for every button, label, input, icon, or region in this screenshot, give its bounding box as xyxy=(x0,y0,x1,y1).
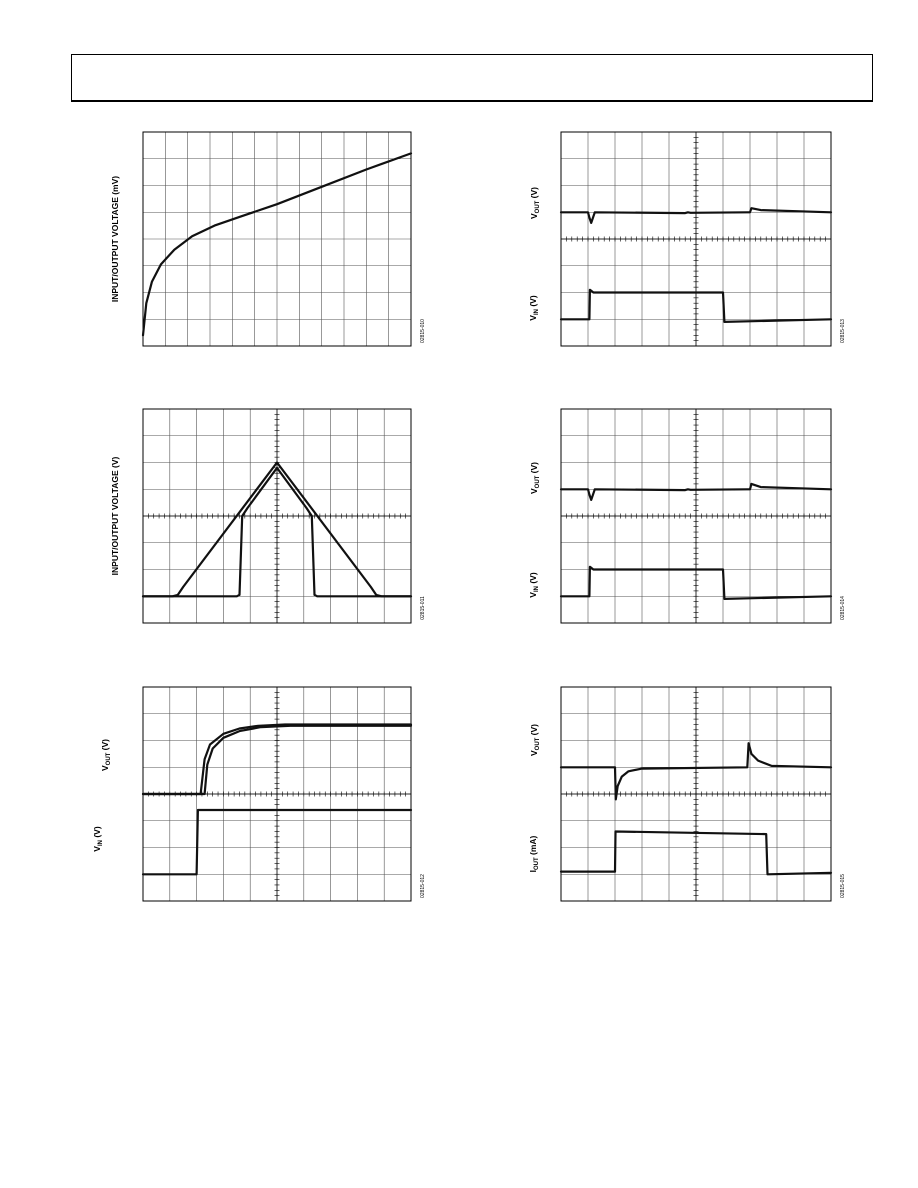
y-axis-label-main: V xyxy=(529,750,539,757)
y-axis-label-subscript: IN xyxy=(98,840,104,847)
y-axis-label-main: I xyxy=(528,870,538,873)
y-axis-label-subscript: OUT xyxy=(106,752,112,766)
y-axis-label-main: V xyxy=(92,846,102,852)
y-axis-label-unit: (V) xyxy=(92,826,102,841)
y-axis-label-subscript: IN xyxy=(534,309,540,316)
y-axis-label xyxy=(528,835,540,872)
y-axis-label-unit: (V) xyxy=(528,572,538,587)
y-axis-label-unit: (V) xyxy=(529,461,539,476)
y-axis-label-unit: (V) xyxy=(529,723,539,738)
y-axis-label-subscript: OUT xyxy=(535,475,541,489)
y-axis-label-unit: (mA) xyxy=(528,835,538,858)
y-axis-label-unit: (V) xyxy=(529,186,539,201)
y-axis-label xyxy=(529,724,541,756)
y-axis-label-main: V xyxy=(100,765,110,772)
y-axis-label-subscript: OUT xyxy=(535,200,541,214)
figure-id: 02815-015 xyxy=(840,874,846,898)
y-axis-label-main: V xyxy=(528,592,538,598)
figure-id: 02815-014 xyxy=(840,596,846,620)
y-axis-label-subscript: OUT xyxy=(535,737,541,751)
figure-id: 02815-011 xyxy=(420,596,426,620)
y-axis-label-unit: (V) xyxy=(528,295,538,310)
figure-id: 02815-013 xyxy=(840,319,846,343)
figure-id: 02815-010 xyxy=(420,319,426,343)
y-axis-label-main: V xyxy=(529,488,539,495)
y-axis-label-subscript: IN xyxy=(534,586,540,593)
y-axis-label-main: INPUT/OUTPUT VOLTAGE (V) xyxy=(110,456,120,576)
figure-id: 02815-012 xyxy=(420,874,426,898)
y-axis-label-main: INPUT/OUTPUT VOLTAGE (mV) xyxy=(110,175,120,303)
y-axis-label-unit: (V) xyxy=(100,738,110,753)
y-axis-label-main: V xyxy=(529,213,539,220)
y-axis-label-main: V xyxy=(528,315,538,321)
y-axis-label-subscript: OUT xyxy=(534,857,540,871)
